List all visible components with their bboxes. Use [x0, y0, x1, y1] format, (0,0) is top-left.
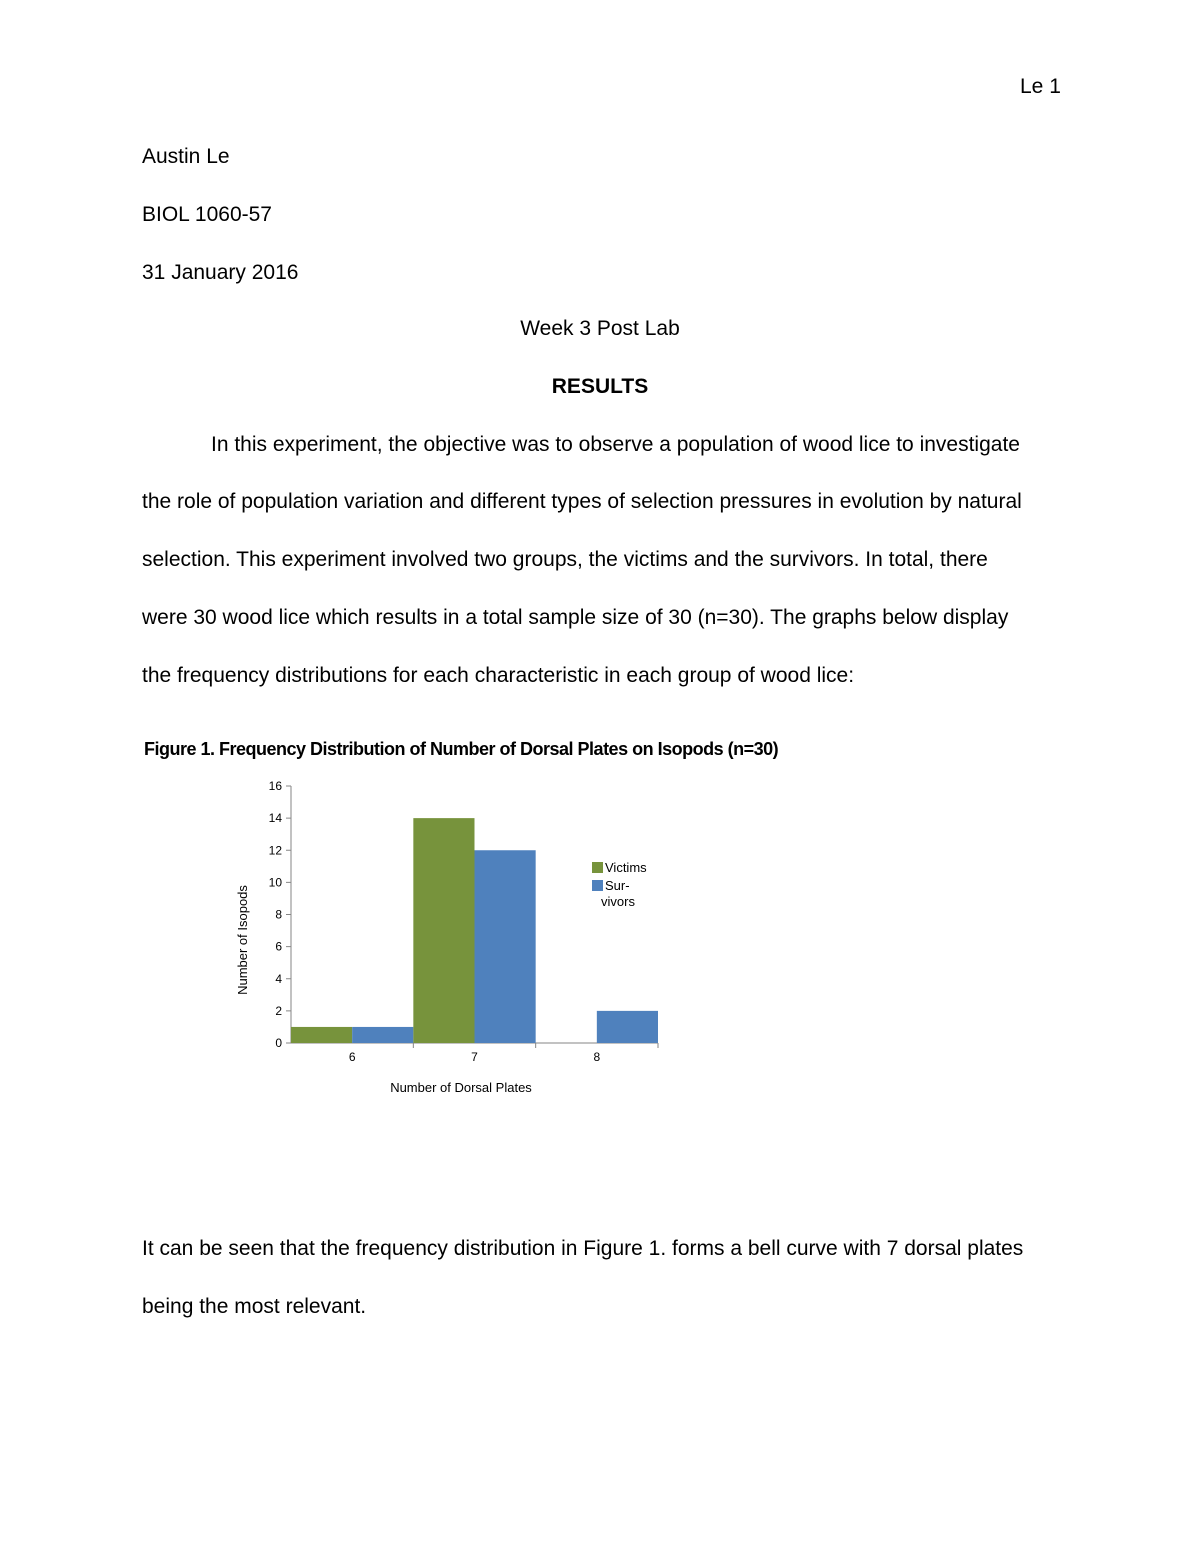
bar-survivors	[352, 1027, 413, 1043]
legend-label: Victims	[605, 860, 647, 875]
intro-line-2: the role of population variation and different types of selection pressures in evolution by natural	[142, 490, 1022, 513]
y-tick-label: 14	[268, 811, 282, 826]
document-title: Week 3 Post Lab	[520, 317, 680, 340]
bar-victims	[291, 1027, 352, 1043]
y-tick-label: 12	[268, 843, 282, 858]
legend-swatch	[592, 880, 603, 891]
author-name: Austin Le	[142, 145, 230, 168]
legend-label: Sur-vivors	[601, 878, 635, 909]
y-tick-label: 8	[275, 907, 282, 922]
figure-caption: Figure 1. Frequency Distribution of Number of Dorsal Plates on Isopods (n=30)	[144, 739, 779, 759]
y-tick-label: 4	[275, 971, 282, 986]
bar-survivors	[475, 850, 536, 1043]
page-number: Le 1	[1020, 75, 1061, 98]
intro-line-3: selection. This experiment involved two groups, the victims and the survivors. In total, there	[142, 548, 988, 571]
intro-line-1: In this experiment, the objective was to observe a population of wood lice to investigate	[211, 433, 1020, 456]
y-tick-label: 10	[268, 875, 282, 890]
legend-swatch	[592, 862, 603, 873]
intro-line-4: were 30 wood lice which results in a total sample size of 30 (n=30). The graphs below display	[142, 606, 1009, 629]
document-date: 31 January 2016	[142, 261, 299, 284]
y-tick-label: 16	[268, 779, 282, 793]
intro-line-5: the frequency distributions for each characteristic in each group of wood lice:	[142, 664, 855, 687]
y-tick-label: 0	[275, 1036, 282, 1050]
x-axis-title: Number of Dorsal Plates	[390, 1080, 532, 1095]
y-tick-label: 2	[275, 1003, 282, 1018]
y-tick-label: 6	[275, 939, 282, 954]
course-code: BIOL 1060-57	[142, 203, 272, 226]
section-heading: RESULTS	[551, 375, 649, 398]
bar-chart	[220, 770, 700, 1110]
conclusion-line-2: being the most relevant.	[142, 1295, 367, 1318]
x-tick-label: 8	[593, 1050, 601, 1064]
bar-victims	[413, 818, 474, 1043]
x-tick-label: 6	[348, 1050, 356, 1064]
conclusion-line-1: It can be seen that the frequency distribution in Figure 1. forms a bell curve with 7 dorsal plates	[142, 1237, 1024, 1260]
bar-survivors	[597, 1011, 658, 1043]
y-axis-title: Number of Isopods	[235, 885, 250, 995]
x-tick-label: 7	[471, 1050, 478, 1064]
